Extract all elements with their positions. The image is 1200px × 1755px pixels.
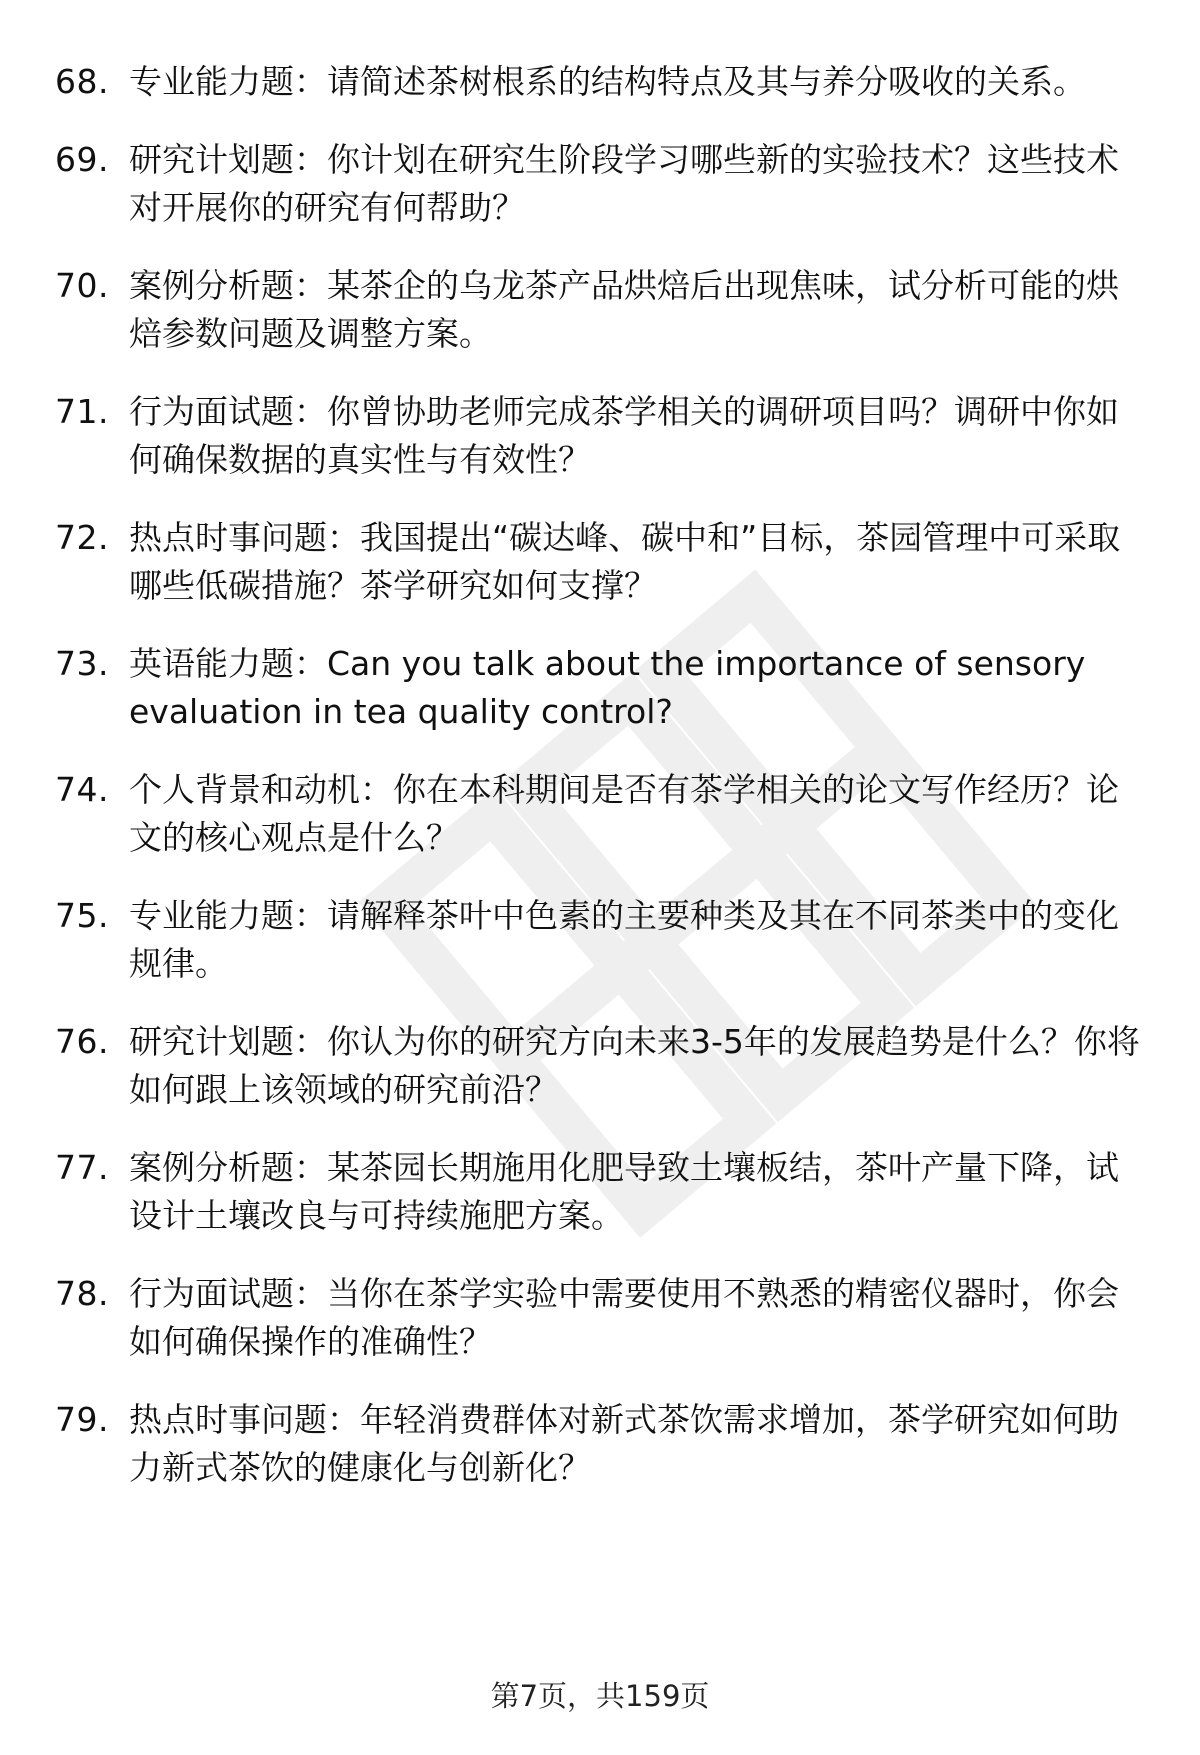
question-number: 71. [55, 392, 109, 431]
question-separator: ： [294, 1148, 327, 1187]
question-category: 热点时事问题 [129, 1400, 327, 1439]
question-category: 行为面试题 [129, 1274, 294, 1313]
question-body [129, 1396, 1149, 1492]
question-separator: ： [294, 392, 327, 431]
question-category: 研究计划题 [129, 1022, 294, 1061]
question-number: 75. [55, 896, 109, 935]
question-item-75 [55, 892, 1155, 988]
question-number: 70. [55, 266, 109, 305]
question-body [129, 136, 1149, 232]
question-separator: ： [294, 1274, 327, 1313]
question-category: 个人背景和动机 [129, 770, 360, 809]
question-body [129, 766, 1149, 862]
question-item-71 [55, 388, 1155, 484]
question-category: 热点时事问题 [129, 518, 327, 557]
question-text: 我国提出“碳达峰、碳中和”目标，茶园管理中可采取哪些低碳措施？茶学研究如何支撑？ [129, 518, 1121, 605]
page-footer [0, 1676, 1200, 1716]
question-text: 请解释茶叶中色素的主要种类及其在不同茶类中的变化规律。 [129, 896, 1119, 983]
question-separator: ： [294, 896, 327, 935]
question-separator: ： [294, 266, 327, 305]
question-separator: ： [294, 644, 327, 683]
question-body [129, 58, 1149, 106]
question-category: 研究计划题 [129, 140, 294, 179]
question-category: 专业能力题 [129, 896, 294, 935]
question-number: 72. [55, 518, 109, 557]
question-body [129, 388, 1149, 484]
question-item-72 [55, 514, 1155, 610]
question-separator: ： [294, 1022, 327, 1061]
question-body [129, 892, 1149, 988]
question-item-70 [55, 262, 1155, 358]
question-item-77 [55, 1144, 1155, 1240]
question-number: 73. [55, 644, 109, 683]
page-number-label: 第7页，共159页 [490, 1679, 710, 1713]
question-category: 行为面试题 [129, 392, 294, 431]
question-body [129, 640, 1149, 736]
question-item-79 [55, 1396, 1155, 1492]
question-text: 某茶园长期施用化肥导致土壤板结，茶叶产量下降，试设计土壤改良与可持续施肥方案。 [129, 1148, 1119, 1235]
question-category: 英语能力题 [129, 644, 294, 683]
question-item-78 [55, 1270, 1155, 1366]
question-text: 请简述茶树根系的结构特点及其与养分吸收的关系。 [327, 62, 1086, 101]
question-item-76 [55, 1018, 1155, 1114]
question-text: Can you talk about the importance of sensory evaluation in tea quality control? [129, 644, 1086, 731]
question-separator: ： [294, 140, 327, 179]
question-body [129, 1018, 1149, 1114]
question-text: 某茶企的乌龙茶产品烘焙后出现焦味，试分析可能的烘焙参数问题及调整方案。 [129, 266, 1119, 353]
question-item-73 [55, 640, 1155, 736]
question-text: 当你在茶学实验中需要使用不熟悉的精密仪器时，你会如何确保操作的准确性？ [129, 1274, 1119, 1361]
question-body [129, 1144, 1149, 1240]
question-number: 77. [55, 1148, 109, 1187]
question-item-69 [55, 136, 1155, 232]
question-category: 案例分析题 [129, 266, 294, 305]
question-text: 你认为你的研究方向未来3-5年的发展趋势是什么？你将如何跟上该领域的研究前沿？ [129, 1022, 1140, 1109]
question-number: 74. [55, 770, 109, 809]
question-item-68 [55, 58, 1155, 106]
question-body [129, 514, 1149, 610]
question-text: 你计划在研究生阶段学习哪些新的实验技术？这些技术对开展你的研究有何帮助？ [129, 140, 1119, 227]
question-text: 你曾协助老师完成茶学相关的调研项目吗？调研中你如何确保数据的真实性与有效性？ [129, 392, 1119, 479]
question-number: 78. [55, 1274, 109, 1313]
question-separator: ： [294, 62, 327, 101]
question-body [129, 262, 1149, 358]
question-separator: ： [360, 770, 393, 809]
question-number: 79. [55, 1400, 109, 1439]
question-category: 案例分析题 [129, 1148, 294, 1187]
question-number: 76. [55, 1022, 109, 1061]
question-list [55, 58, 1155, 1522]
question-separator: ： [327, 518, 360, 557]
question-body [129, 1270, 1149, 1366]
question-category: 专业能力题 [129, 62, 294, 101]
question-text: 年轻消费群体对新式茶饮需求增加，茶学研究如何助力新式茶饮的健康化与创新化？ [129, 1400, 1119, 1487]
question-item-74 [55, 766, 1155, 862]
question-number: 68. [55, 62, 109, 101]
question-text: 你在本科期间是否有茶学相关的论文写作经历？论文的核心观点是什么？ [129, 770, 1119, 857]
question-separator: ： [327, 1400, 360, 1439]
question-number: 69. [55, 140, 109, 179]
